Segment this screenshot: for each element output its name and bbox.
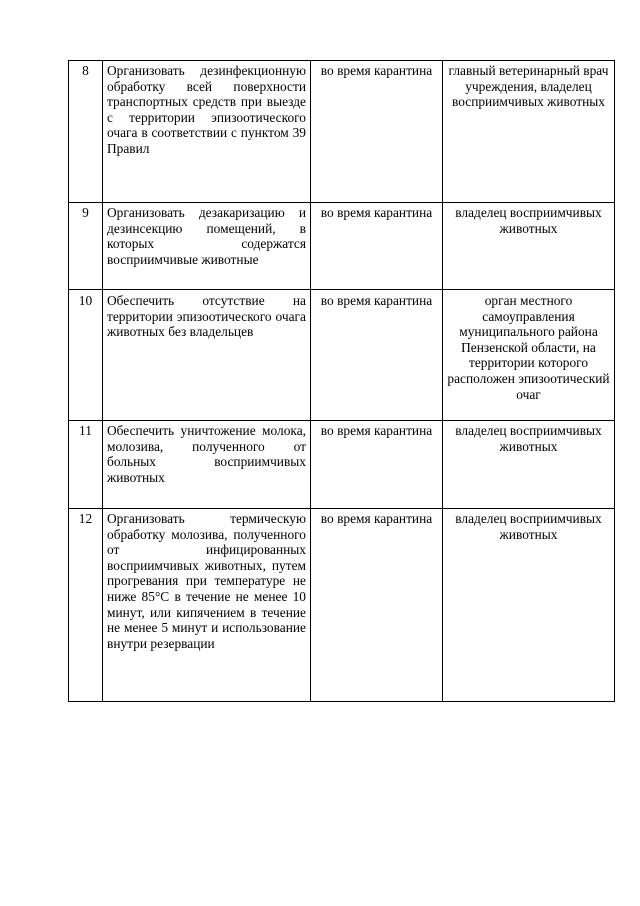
table-row — [69, 421, 615, 509]
row-number: 8 — [69, 61, 103, 203]
responsible-cell: владелец восприимчивых животных — [443, 203, 615, 290]
timing-cell: во время карантина — [311, 509, 443, 702]
responsible-cell: орган местного самоуправления муниципального района Пензенской области, на территории которого расположен эпизоотический очаг — [443, 290, 615, 421]
timing-cell: во время карантина — [311, 290, 443, 421]
action-cell: Обеспечить отсутствие на территории эпизоотического очага животных без владельцев — [103, 290, 311, 421]
action-cell: Организовать дезинфекционную обработку всей поверхности транспортных средств при выезде с территории эпизоотического очага в соответствии с пунктом 39 Правил — [103, 61, 311, 203]
responsible-cell: владелец восприимчивых животных — [443, 421, 615, 509]
action-cell: Обеспечить уничтожение молока, молозива, полученного от больных восприимчивых животных — [103, 421, 311, 509]
measures-table — [68, 60, 615, 702]
responsible-cell: владелец восприимчивых животных — [443, 509, 615, 702]
row-number: 11 — [69, 421, 103, 509]
timing-cell: во время карантина — [311, 203, 443, 290]
action-cell: Организовать дезакаризацию и дезинсекцию помещений, в которых содержатся восприимчивые животные — [103, 203, 311, 290]
table-row — [69, 509, 615, 702]
row-number: 12 — [69, 509, 103, 702]
table-row — [69, 290, 615, 421]
table-row — [69, 61, 615, 203]
responsible-cell: главный ветеринарный врач учреждения, владелец восприимчивых животных — [443, 61, 615, 203]
timing-cell: во время карантина — [311, 61, 443, 203]
action-cell: Организовать термическую обработку молозива, полученного от инфицированных восприимчивых животных, путем прогревания при температуре не ниже 85°С в течение не менее 10 минут, или кипячением в течение не менее 5 минут и использование внутри резервации — [103, 509, 311, 702]
row-number: 10 — [69, 290, 103, 421]
row-number: 9 — [69, 203, 103, 290]
timing-cell: во время карантина — [311, 421, 443, 509]
table-row — [69, 203, 615, 290]
